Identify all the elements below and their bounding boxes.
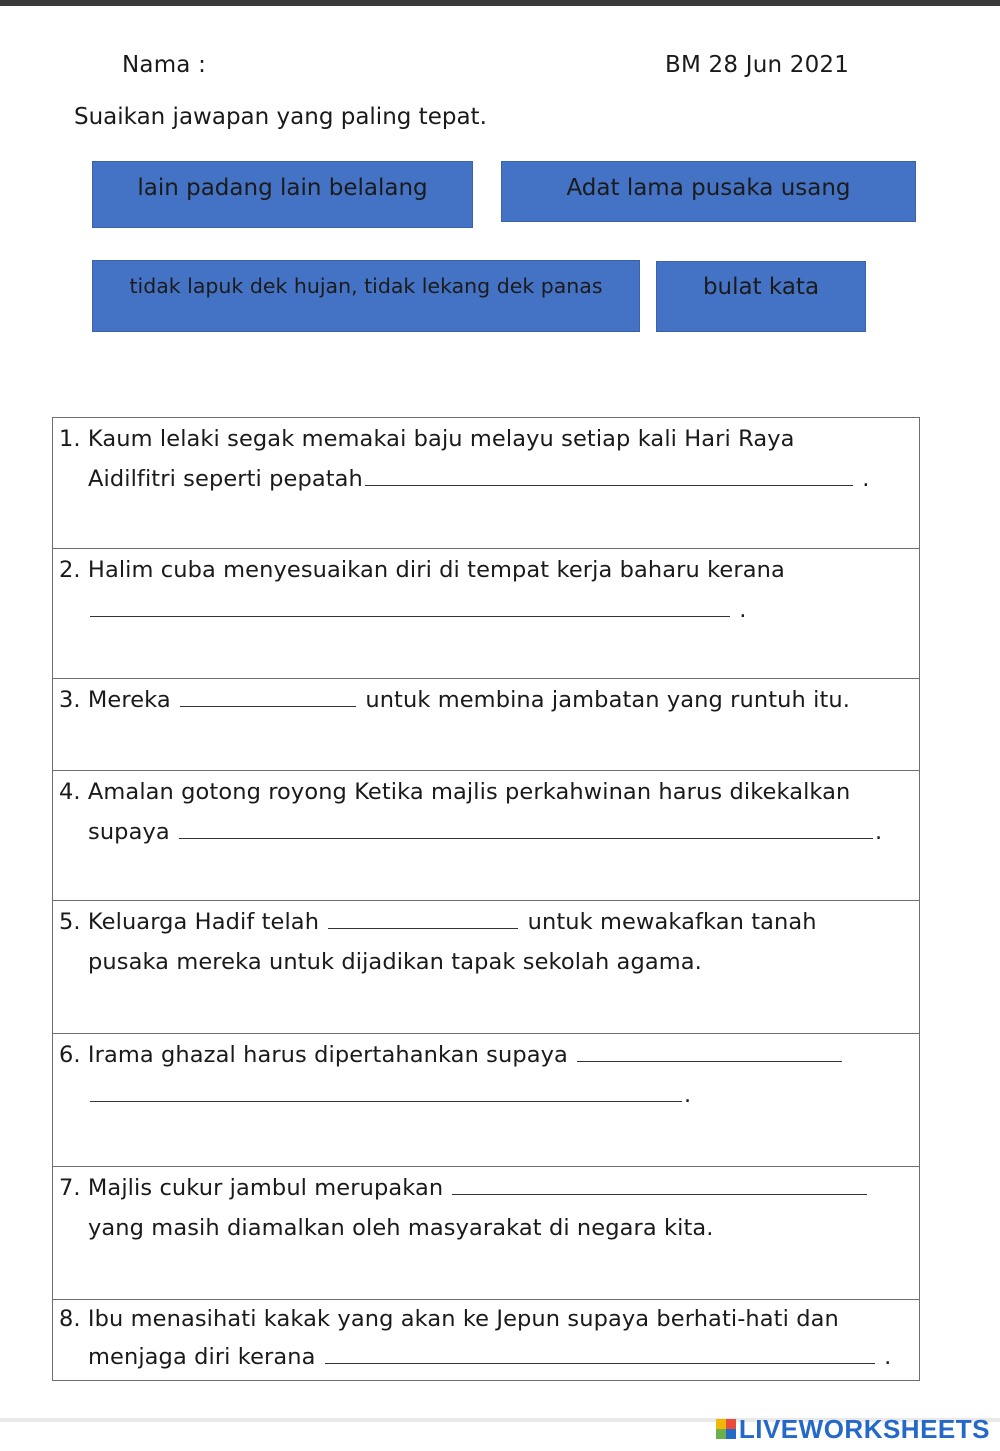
question-line-2 [88, 819, 882, 845]
question-1 [53, 418, 919, 549]
question-text: yang masih diamalkan oleh masyarakat di negara kita. [88, 1215, 714, 1241]
liveworksheets-logo [716, 1414, 990, 1444]
question-line-1 [59, 1175, 869, 1201]
question-line-1 [59, 909, 817, 935]
choice-chip-label: lain padang lain belalang [137, 175, 428, 201]
end-mark: . [862, 466, 870, 492]
question-2 [53, 549, 919, 679]
date-label: BM 28 Jun 2021 [665, 52, 850, 78]
question-line-1 [59, 687, 850, 713]
answer-blank-5[interactable] [328, 926, 518, 929]
question-text: pusaka mereka untuk dijadikan tapak sekolah agama. [88, 949, 702, 975]
question-text: 5. Keluarga Hadif telah [59, 909, 320, 935]
question-text: Aidilfitri seperti pepatah [88, 466, 363, 492]
question-text: 2. Halim cuba menyesuaikan diri di tempat kerja baharu kerana [59, 557, 785, 583]
question-text: untuk mewakafkan tanah [527, 909, 817, 935]
question-text: 7. Majlis cukur jambul merupakan [59, 1175, 444, 1201]
top-bar [0, 0, 1000, 6]
choice-chip-2[interactable] [501, 161, 916, 222]
question-line-1 [59, 1042, 844, 1068]
question-5 [53, 901, 919, 1034]
question-text: 4. Amalan gotong royong Ketika majlis perkahwinan harus dikekalkan [59, 779, 851, 805]
answer-blank-3[interactable] [180, 704, 356, 707]
choice-chip-3[interactable] [92, 260, 640, 332]
answer-blank-7[interactable] [452, 1192, 867, 1195]
questions-table [52, 417, 920, 1381]
question-text: 8. Ibu menasihati kakak yang akan ke Jepun supaya berhati-hati dan [59, 1306, 839, 1332]
choice-chip-1[interactable] [92, 161, 473, 228]
question-4 [53, 771, 919, 901]
end-mark: . [684, 1082, 692, 1108]
end-mark: . [875, 819, 883, 845]
choice-chip-label: bulat kata [702, 274, 820, 300]
question-line-2 [88, 466, 869, 492]
answer-blank-2[interactable] [90, 614, 730, 617]
end-mark: . [884, 1344, 892, 1370]
question-text: 6. Irama ghazal harus dipertahankan supaya [59, 1042, 568, 1068]
choice-chip-label: tidak lapuk dek hujan, tidak lekang dek panas [129, 274, 603, 298]
grid-logo-icon [716, 1419, 736, 1439]
end-mark: . [739, 597, 747, 623]
question-text: 1. Kaum lelaki segak memakai baju melayu setiap kali Hari Raya [59, 426, 795, 452]
answer-blank-6b[interactable] [90, 1099, 682, 1102]
question-7 [53, 1167, 919, 1300]
question-text: 3. Mereka [59, 687, 171, 713]
choice-chip-4[interactable] [656, 261, 866, 332]
question-line-2 [88, 1082, 691, 1108]
question-line-2 [88, 597, 747, 623]
question-8 [53, 1300, 919, 1382]
answer-blank-8[interactable] [325, 1361, 875, 1364]
question-6 [53, 1034, 919, 1167]
choice-chip-label: Adat lama pusaka usang [566, 175, 851, 201]
question-3 [53, 679, 919, 771]
instruction: Suaikan jawapan yang paling tepat. [74, 104, 487, 130]
question-text: menjaga diri kerana [88, 1344, 316, 1370]
answer-blank-1[interactable] [365, 483, 853, 486]
name-label: Nama : [122, 52, 207, 78]
question-text: untuk membina jambatan yang runtuh itu. [365, 687, 851, 713]
answer-blank-4[interactable] [179, 836, 873, 839]
answer-blank-6a[interactable] [577, 1059, 842, 1062]
brand-text: LIVEWORKSHEETS [738, 1413, 990, 1444]
question-text: supaya [88, 819, 170, 845]
question-line-2 [88, 1344, 891, 1370]
